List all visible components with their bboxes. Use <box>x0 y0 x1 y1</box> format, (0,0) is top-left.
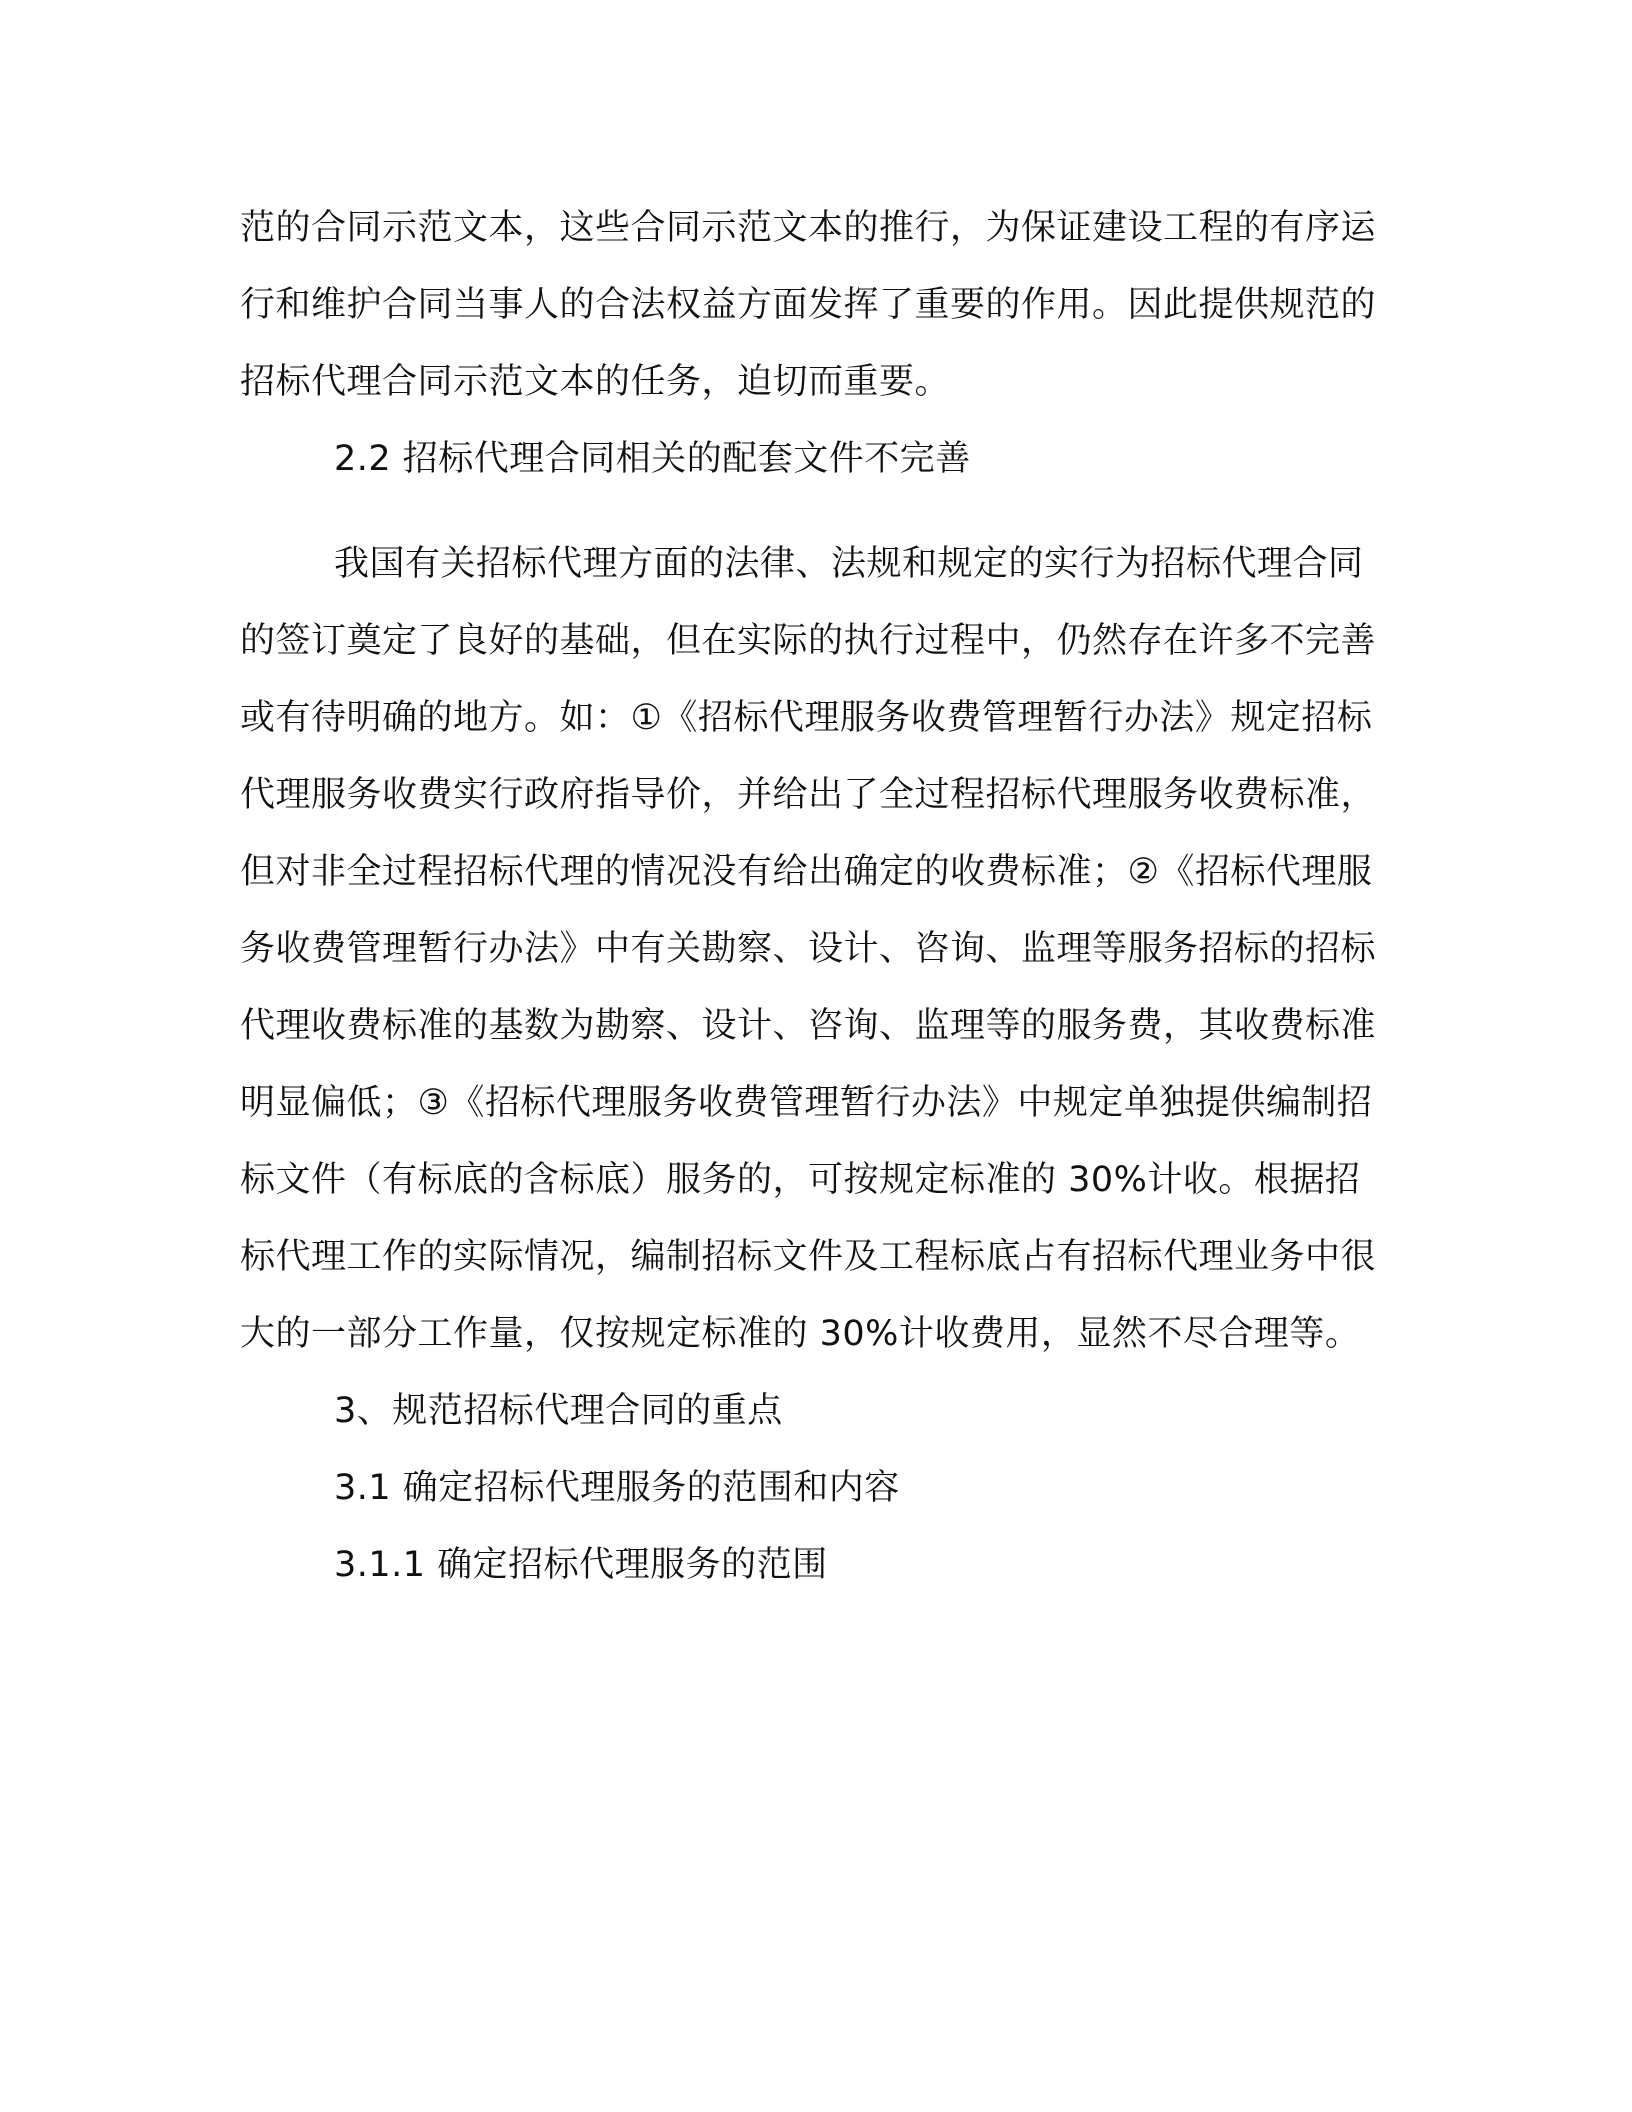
section-heading-3: 3、规范招标代理合同的重点 <box>334 1391 783 1431</box>
section-heading-2-2: 2.2 招标代理合同相关的配套文件不完善 <box>334 439 971 479</box>
section-heading-3-1-1: 3.1.1 确定招标代理服务的范围 <box>334 1545 828 1585</box>
paragraph-continuation: 范的合同示范文本，这些合同示范文本的推行，为保证建设工程的有序运行和维护合同当事人的合法权益方面发挥了重要的作用。因此提供规范的招标代理合同示范文本的任务，迫切而重要。 <box>240 208 1377 402</box>
document-page <box>240 190 1380 1604</box>
section-heading-3-1: 3.1 确定招标代理服务的范围和内容 <box>334 1468 900 1508</box>
paragraph-body: 我国有关招标代理方面的法律、法规和规定的实行为招标代理合同的签订奠定了良好的基础，但在实际的执行过程中，仍然存在许多不完善或有待明确的地方。如：①《招标代理服务收费管理暂行办法》规定招标代理服务收费实行政府指导价，并给出了全过程招标代理服务收费标准，但对非全过程招标代理的情况没有给出确定的收费标准；②《招标代理服务收费管理暂行办法》中有关勘察、设计、咨询、监理等服务招标的招标代理收费标准的基数为勘察、设计、咨询、监理等的服务费，其收费标准明显偏低；③《招标代理服务收费管理暂行办法》中规定单独提供编制招标文件（有标底的含标底）服务的，可按规定标准的 30%计收。根据招标代理工作的实际情况，编制招标文件及工程标底占有招标代理业务中很大的一部分工作量，仅按规定标准的 30%计收费用，显然不尽合理等。 <box>240 544 1377 1354</box>
